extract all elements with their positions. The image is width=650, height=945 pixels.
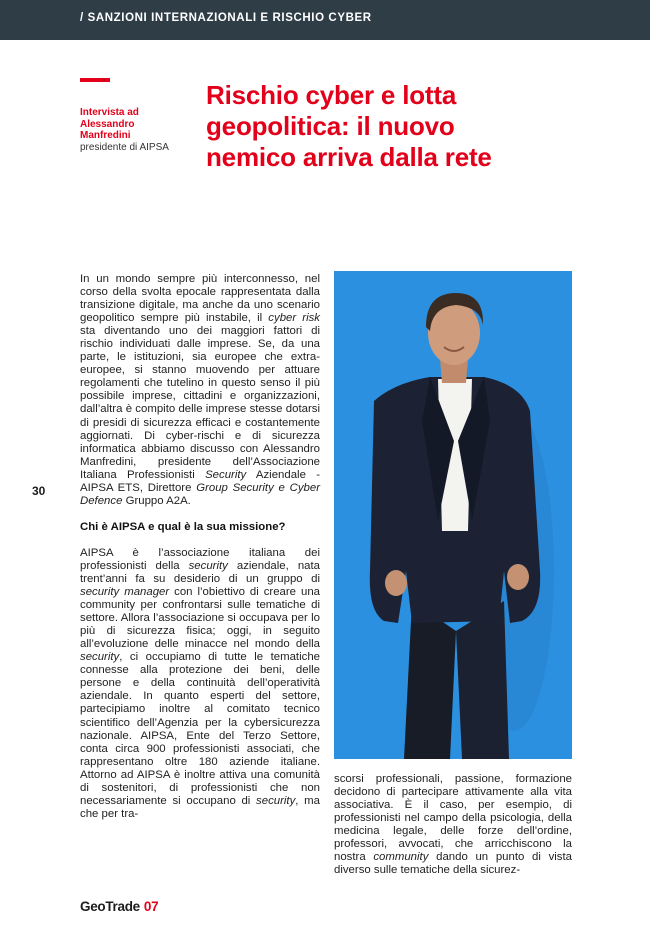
headline-line-3: nemico arriva dalla rete <box>206 142 492 172</box>
byline-line-1: Intervista ad <box>80 107 139 118</box>
answer-paragraph: AIPSA è l’associazione italiana dei professionisti della security aziendale, nata trent’anni fa su desiderio di un gruppo di security manager con l’obiettivo di creare una community per confrontarsi sulle tematiche di settore. Allora l’associazione si occupava per lo più di sicurezza fisica; oggi, in seguito all’evoluzione delle minacce nel mondo della security, ci occupiamo di tutte le tematiche connesse alla protezione dei beni, delle persone e della continuità dell’operatività aziendale. In quanto esperti del settore, partecipiamo inoltre al comitato tecnico scientifico dell’Agenzia per la cybersicurezza nazionale. AIPSA, Ente del Terzo Settore, conta circa 900 professionisti associati, che rappresentano oltre 180 aziende italiane. Attorno ad AIPSA è inoltre attiva una comunità di sostenitori, di professionisti che non necessariamente si occupano di security, ma che per tra- <box>80 546 320 820</box>
byline-line-3: Manfredini <box>80 130 131 141</box>
section-header-bar <box>0 0 650 40</box>
byline-line-2: Alessandro <box>80 118 135 130</box>
headline-line-1: Rischio cyber e lotta <box>206 80 457 110</box>
accent-rule <box>80 78 110 82</box>
byline-role: presidente di AIPSA <box>80 141 169 153</box>
issue-number: 07 <box>143 899 159 914</box>
portrait-illustration <box>334 271 572 759</box>
interview-byline <box>80 107 195 153</box>
magazine-footer <box>80 899 158 914</box>
interview-question: Chi è AIPSA e qual è la sua missione? <box>80 520 286 533</box>
answer-continuation: scorsi professionali, passione, formazione decidono di partecipare attivamente alla vita associativa. È il caso, per esempio, di professionisti nel campo della psicologia, della medicina legale, delle forze dell’ordine, professori, avvocati, che arricchiscono la nostra community dando un punto di vista diverso sulle tematiche della sicurez- <box>334 773 572 877</box>
article-headline <box>206 80 626 173</box>
intro-paragraph: In un mondo sempre più interconnesso, nel corso della svolta epocale rappresentata dalla transizione digitale, ma anche da uno scenario geopolitico sempre più instabile, il cyber risk sta diventando uno dei maggiori fattori di rischio individuati dalle imprese. Se, da una parte, le istituzioni, sia europee che extra-europee, si stanno muovendo per attuare regolamenti che tutelino in questo senso il più possibile imprese, cittadini e organizzazioni, dall’altra è compito delle imprese stesse dotarsi di presidi di sicurezza efficaci e costantemente aggiornati. Di cyber-rischi e di sicurezza informatica abbiamo discusso con Alessandro Manfredini, presidente dell’Associazione Italiana Professionisti Security Aziendale - AIPSA ETS, Direttore Group Security e Cyber Defence Gruppo A2A. <box>80 273 320 507</box>
headline-line-2: geopolitica: il nuovo <box>206 111 455 141</box>
portrait-photo <box>334 271 572 759</box>
page-number: 30 <box>32 484 46 498</box>
section-label: / SANZIONI INTERNAZIONALI E RISCHIO CYBER <box>80 12 372 24</box>
article-column-left <box>80 273 320 821</box>
article-column-right <box>334 773 572 877</box>
magazine-name: GeoTrade <box>80 899 140 914</box>
